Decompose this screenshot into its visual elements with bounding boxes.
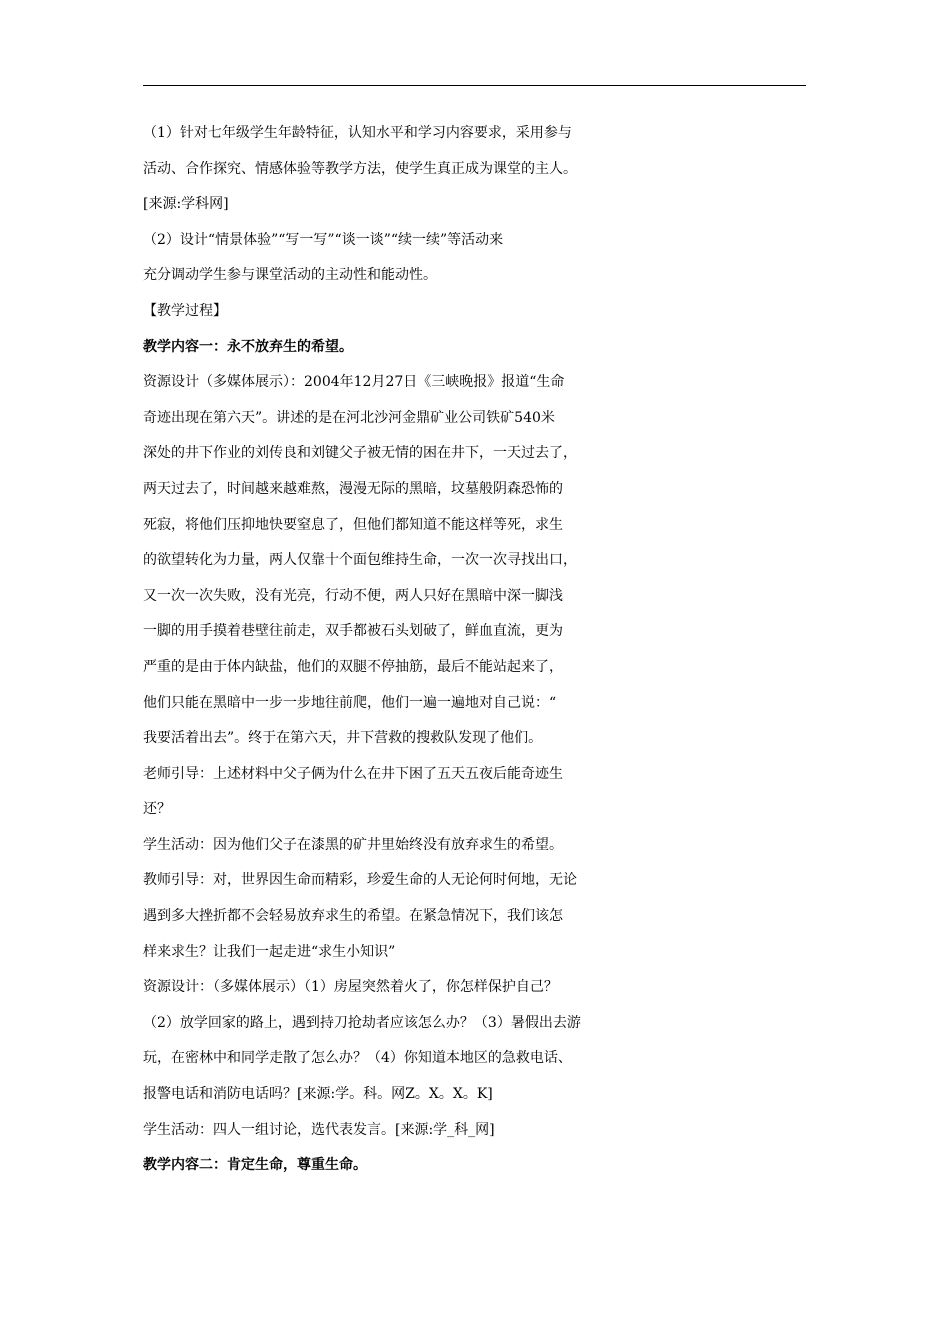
- text-line: 资源设计：（多媒体展示）（1）房屋突然着火了，你怎样保护自己？: [143, 979, 558, 996]
- text-line: 老师引导：上述材料中父子俩为什么在井下困了五天五夜后能奇迹生: [143, 765, 563, 782]
- section-heading-line: 教学内容二：肯定生命，尊重生命。: [143, 1157, 367, 1174]
- text-line: 奇迹出现在第六天”。讲述的是在河北沙河金鼎矿业公司铁矿540米: [143, 409, 555, 426]
- text-line: 又一次一次失败，没有光亮，行动不便，两人只好在黑暗中深一脚浅: [143, 587, 563, 604]
- text-line: 死寂，将他们压抑地快要窒息了，但他们都知道不能这样等死，求生: [143, 516, 563, 533]
- text-line: [来源:学科网]: [143, 196, 229, 213]
- text-line: 一脚的用手摸着巷壁往前走，双手都被石头划破了，鲜血直流，更为: [143, 623, 563, 640]
- text-line: 还？: [143, 801, 171, 818]
- text-line: 活动、合作探究、情感体验等教学方法，使学生真正成为课堂的主人。: [143, 160, 577, 177]
- text-line: 资源设计（多媒体展示）：2004年12月27日《三峡晚报》报道“生命: [143, 374, 565, 391]
- text-line: 的欲望转化为力量，两人仅靠十个面包维持生命，一次一次寻找出口，: [143, 552, 577, 569]
- text-line: 严重的是由于体内缺盐，他们的双腿不停抽筋，最后不能站起来了，: [143, 658, 563, 675]
- text-line: 学生活动：四人一组讨论，选代表发言。[来源:学_科_网]: [143, 1121, 495, 1138]
- text-line: 教师引导：对，世界因生命而精彩，珍爱生命的人无论何时何地，无论: [143, 872, 577, 889]
- text-line: 充分调动学生参与课堂活动的主动性和能动性。: [143, 267, 437, 284]
- header-rule: [143, 85, 806, 86]
- text-line: 玩，在密林中和同学走散了怎么办？（4）你知道本地区的急救电话、: [143, 1050, 572, 1067]
- text-line: 样来求生？让我们一起走进“求生小知识”: [143, 943, 396, 960]
- text-line: 深处的井下作业的刘传良和刘键父子被无情的困在井下，一天过去了，: [143, 445, 577, 462]
- text-line: （1）针对七年级学生年龄特征，认知水平和学习内容要求，采用参与: [143, 125, 572, 141]
- text-line: 【教学过程】: [143, 302, 227, 319]
- section-heading-line: 教学内容一：永不放弃生的希望。: [143, 338, 353, 355]
- text-line: 两天过去了，时间越来越难熬，漫漫无际的黑暗，坟墓般阴森恐怖的: [143, 480, 563, 497]
- text-line: 他们只能在黑暗中一步一步地往前爬，他们一遍一遍地对自己说：“: [143, 694, 557, 711]
- text-line: 我要活着出去”。终于在第六天，井下营救的搜救队发现了他们。: [143, 730, 543, 747]
- text-line: 遇到多大挫折都不会轻易放弃求生的希望。在紧急情况下，我们该怎: [143, 908, 563, 925]
- text-line: 学生活动：因为他们父子在漆黑的矿井里始终没有放弃求生的希望。: [143, 836, 563, 853]
- document-body: [143, 116, 818, 1184]
- text-line: 报警电话和消防电话吗？[来源:学。科。网Z。X。X。K]: [143, 1086, 493, 1103]
- text-line: （2）放学回家的路上，遇到持刀抢劫者应该怎么办？（3）暑假出去游: [143, 1014, 581, 1031]
- text-line: （2）设计“情景体验”“写一写”“谈一谈”“续一续”等活动来: [143, 231, 504, 248]
